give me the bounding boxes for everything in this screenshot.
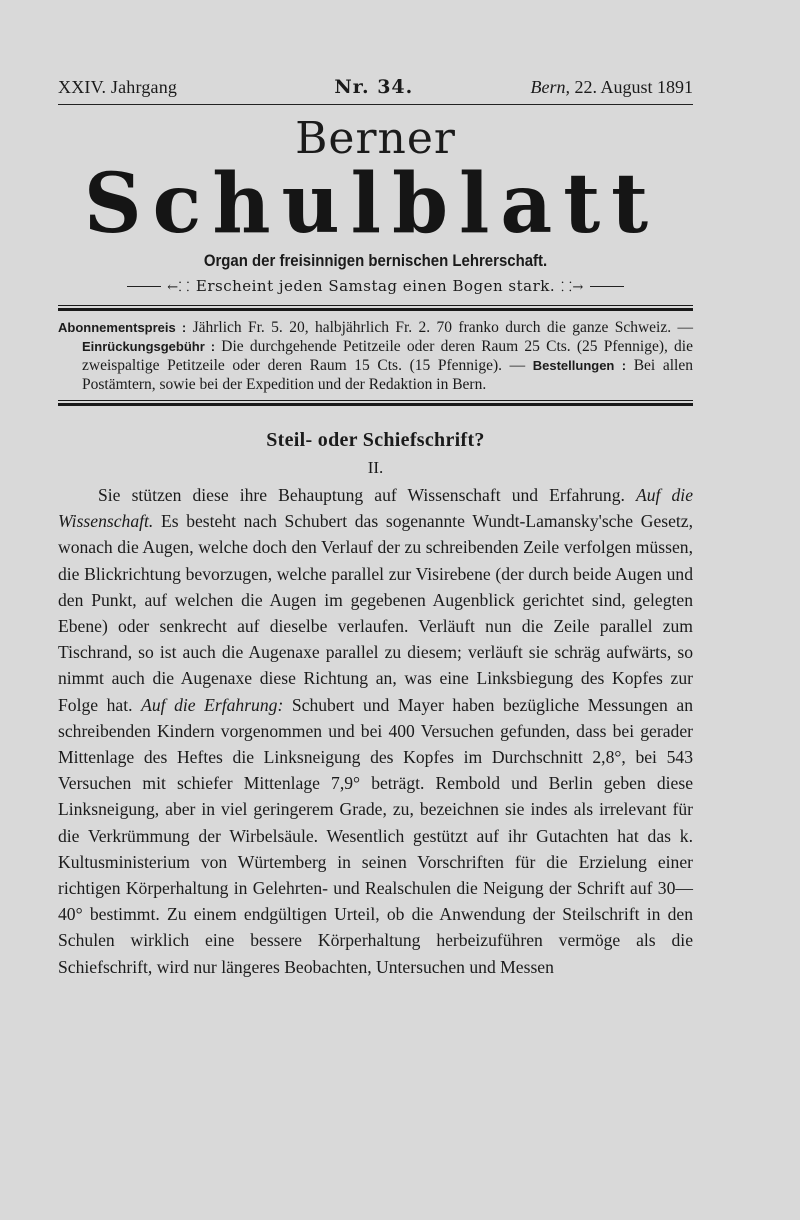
rule-bottom: [58, 400, 693, 401]
text-segment-3: Schubert und Mayer haben bezügliche Messungen an schreibenden Kindern vorgenommen und bei 400 Versuchen gefunden, dass bei gerader Mittenlage des Heftes die Linksneigung des Kopfes im Durchschnitt 2,8°, bei 543 Versuchen mit schiefer Mittenlage 7,9° beträgt. Rembold und Berlin geben diese Linksneigung, aber in viel geringerem Grade, zu, bezeichnen sie indes als irrelevant für die Verkrümmung der Wirbelsäule. Wesentlich gestützt auf ihr Gutachten hat das k. Kultusministerium von Würtemberg in seinen Vorschriften für die Erzielung einer richtigen Körperhaltung in Gelehrten- und Realschulen die Neigung der Schrift auf 30—40° bestimmt. Zu einem endgültigen Urteil, ob die Anwendung der Steilschrift in den Schulen wirklich eine bessere Körperhaltung herbeizuführen vermöge als die Schiefschrift, wird nur längeres Beobachten, Untersuchen und Messen: [58, 694, 694, 977]
price-text: Jährlich Fr. 5. 20, halbjährlich Fr. 2. 70 franko durch die ganze Schweiz. —: [186, 319, 693, 336]
ornament-right-icon: ⸬→: [561, 280, 584, 295]
masthead-subtitle: Organ der freisinnigen bernischen Lehrerschaft.: [203, 251, 548, 270]
emphasis-erfahrung: Auf die Erfahrung:: [141, 694, 284, 715]
masthead-title-small: Berner: [295, 113, 456, 164]
date-value: 22. August 1891: [574, 77, 693, 97]
divider-left: [127, 286, 161, 287]
text-segment-2: Es besteht nach Schubert das sogenannte Wundt-Lamansky'sche Gesetz, wonach die Augen, welche doch den Verlauf der zu schreibenden Zeile verfolgen müssen, die Blickrichtung bevorzugen, welche parallel zur Visirebene (der durch beide Augen und den Punkt, auf welchen die Augen im gegebenen Augenblick gerichtet sind, gelegten Ebene) oder senkrecht auf dieselbe verlaufen. Verläuft nun die Zeile parallel zum Tischrand, so ist auch die Augenaxe parallel zu diesem; verläuft sie schräg aufwärts, so nimmt auch die Augenaxe diese Richtung an, was eine Linksbiegung des Kopfes zur Folge hat.: [58, 511, 693, 715]
article-paragraph: [58, 482, 693, 980]
frequency-text: Erscheint jeden Samstag einen Bogen stark.: [195, 277, 556, 295]
text-segment-1: Sie stützen diese ihre Behauptung auf Wissenschaft und Erfahrung.: [98, 485, 636, 505]
orders-text: Bei allen Postämtern, sowie bei der Expedition und der Redaktion in Bern.: [82, 357, 693, 393]
newspaper-page: [58, 76, 693, 980]
fee-text: Die durchgehende Petitzeile oder deren Raum 25 Cts. (25 Pfennige), die zweispaltige Petitzeile oder deren Raum 15 Cts. (15 Pfennige). —: [82, 338, 693, 374]
article-body: [58, 482, 693, 980]
orders-label: Bestellungen :: [532, 358, 627, 373]
divider-right: [590, 286, 624, 287]
ornament-left-icon: ←⸬: [167, 280, 190, 295]
issue-date: [530, 77, 693, 98]
date-place: Bern,: [530, 77, 570, 97]
price-label: Abonnementspreis :: [58, 320, 187, 335]
frequency-line: [58, 277, 693, 295]
masthead-topline: [58, 76, 693, 105]
emphasis-wissenschaft: Auf die Wissenschaft.: [58, 485, 693, 532]
article-title: Steil- oder Schiefschrift?: [266, 429, 485, 451]
masthead-title-large: Schulblatt: [83, 154, 660, 252]
subscription-info: [58, 318, 693, 394]
article-part: II.: [367, 458, 384, 477]
issue-number: Nr. 34.: [334, 76, 414, 98]
rule-top: [58, 305, 693, 306]
fee-label: Einrückungsgebühr :: [82, 339, 216, 354]
volume-label: XXIV. Jahrgang: [58, 77, 178, 97]
